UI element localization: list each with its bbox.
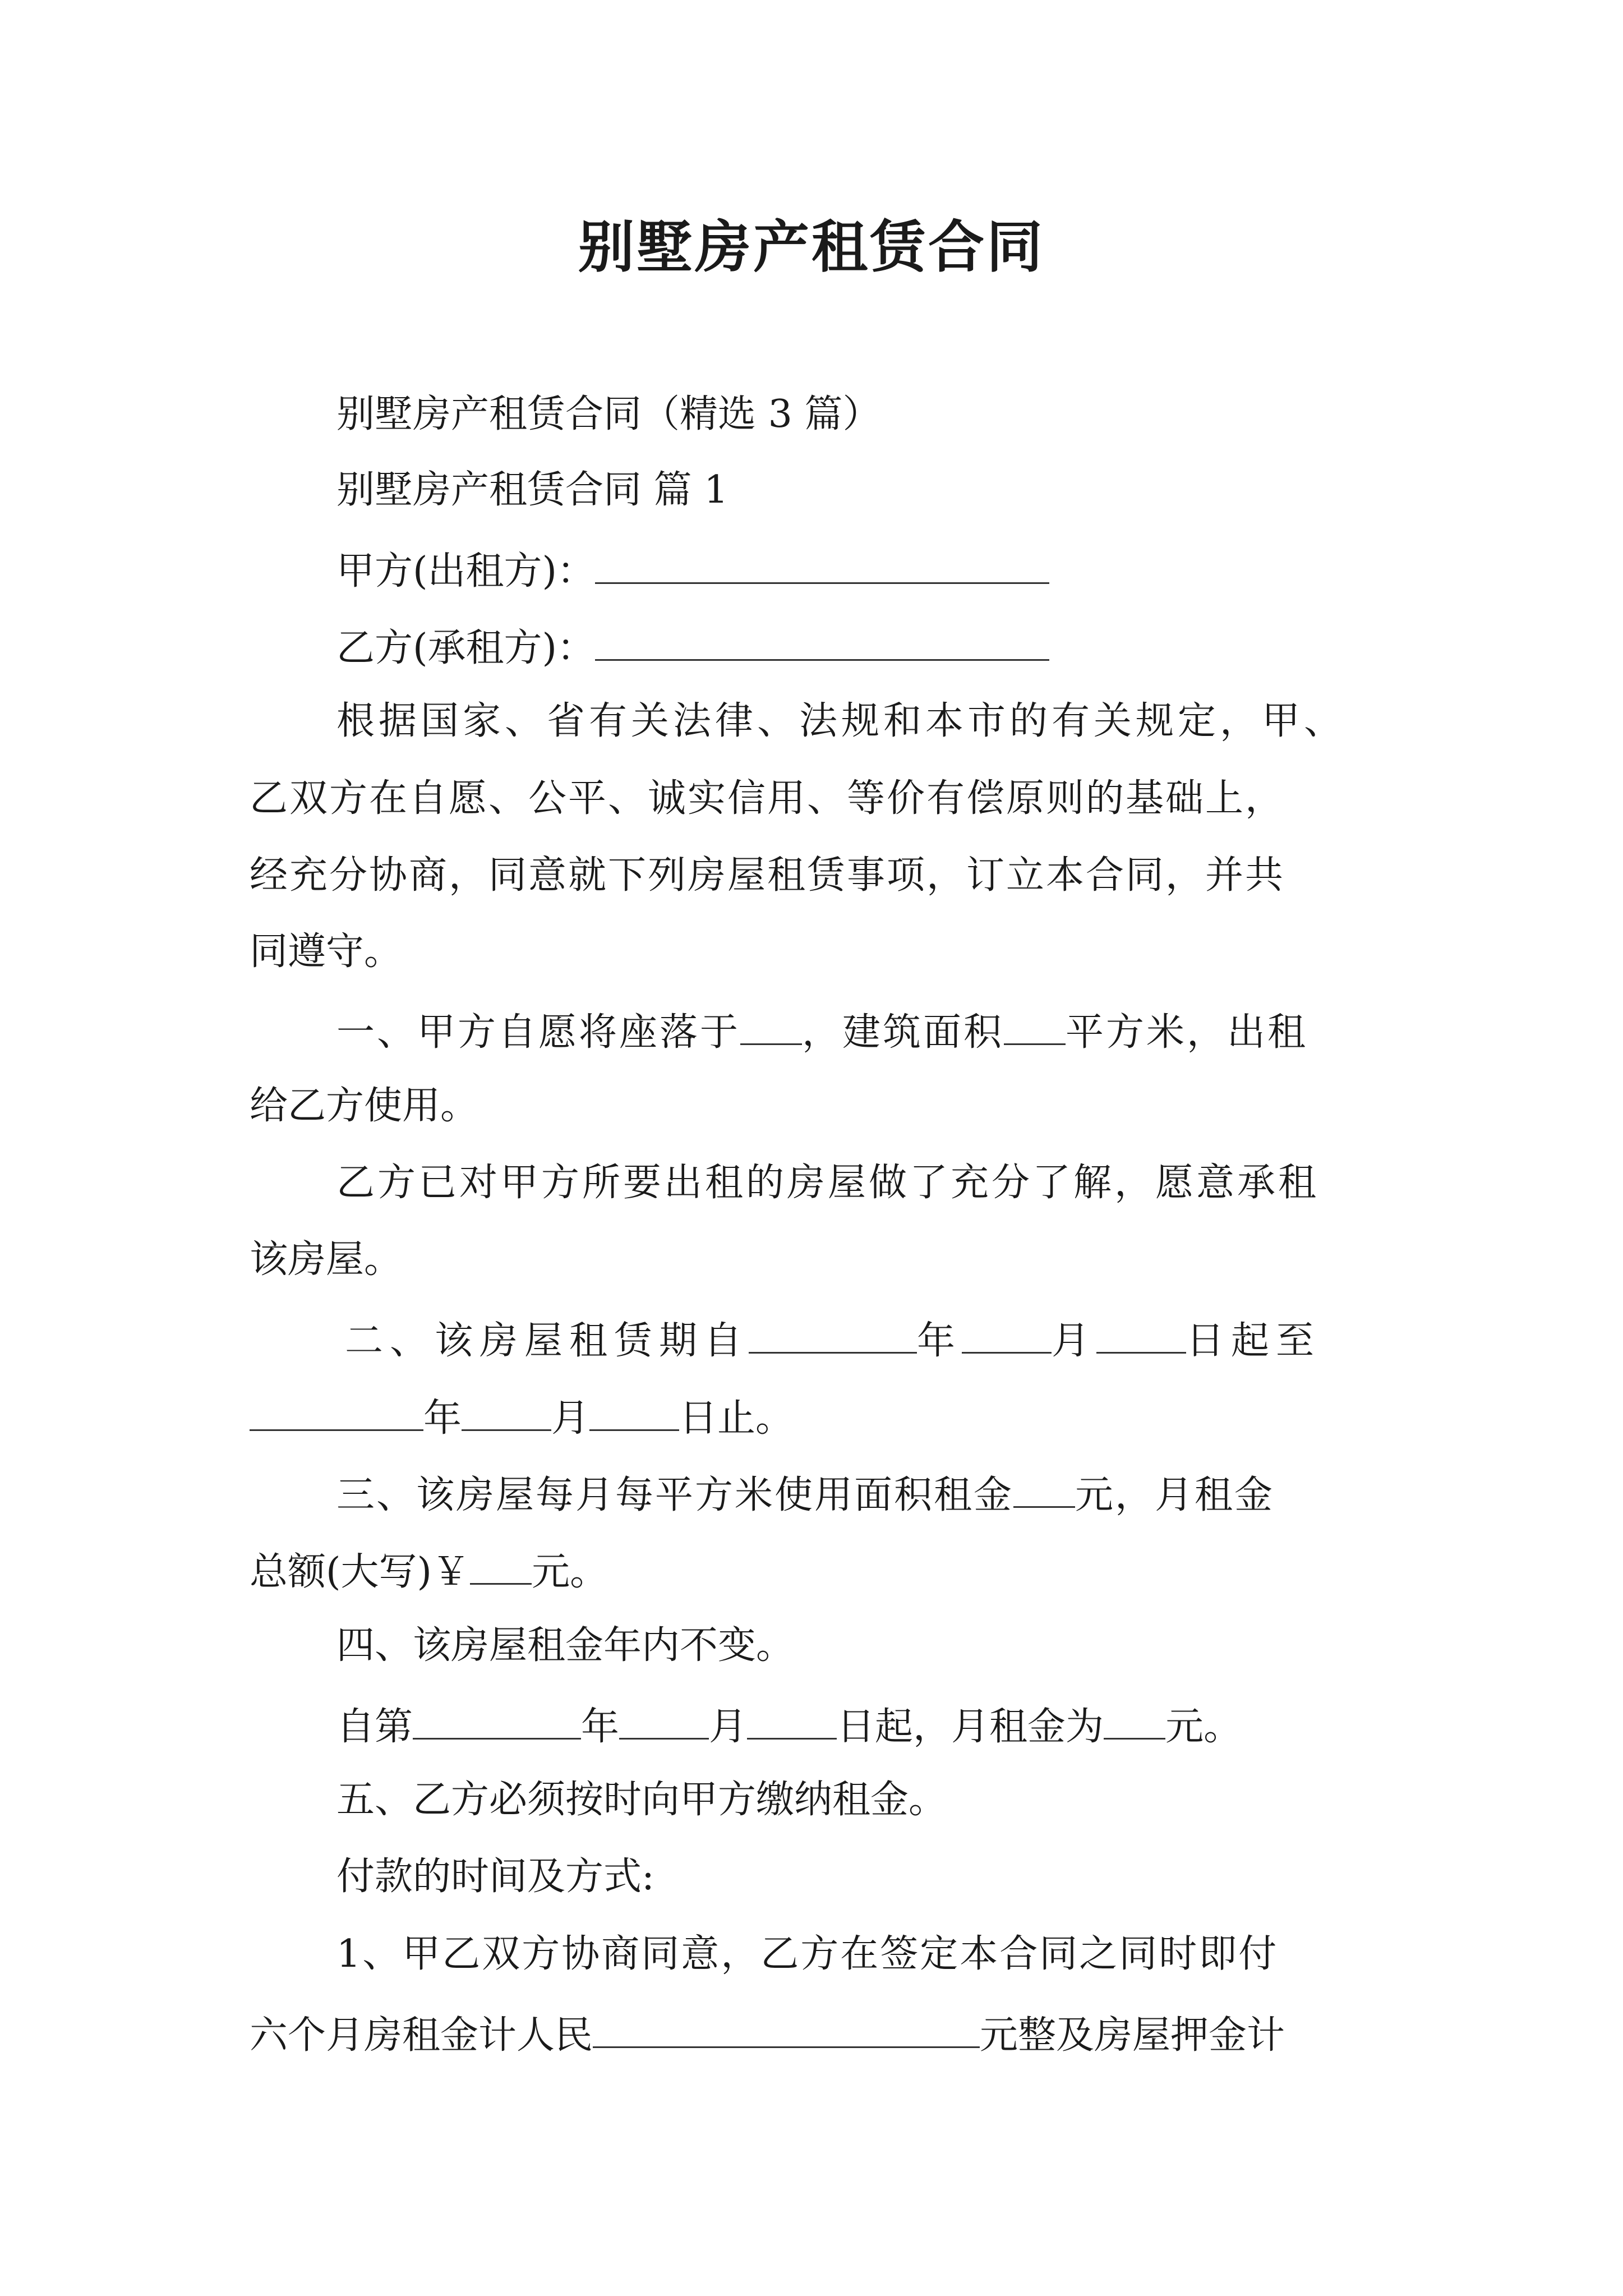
- party-a-blank[interactable]: [595, 549, 1049, 584]
- clause-line: 三、该房屋每月每平方米使用面积租金 元，月租金: [336, 1473, 1275, 1517]
- clause-line: 二、该房屋租赁期自 年 月 日起至: [345, 1319, 1321, 1363]
- clause-line: 该房屋。: [250, 1237, 403, 1282]
- change-month-blank[interactable]: [619, 1704, 709, 1740]
- clause-line: 五、乙方必须按时向甲方缴纳租金。: [336, 1778, 947, 1822]
- end-day-blank[interactable]: [589, 1396, 679, 1431]
- clause-line: 总额(大写)￥ 元。: [250, 1550, 608, 1594]
- rent-amount-blank[interactable]: [593, 2013, 980, 2048]
- clause-line: 给乙方使用。: [250, 1084, 479, 1128]
- change-year-blank[interactable]: [413, 1704, 581, 1740]
- clause-line: 1、甲乙双方协商同意，乙方在签定本合同之同时即付: [336, 1932, 1279, 1976]
- clause-line: 年 月 日止。: [250, 1396, 794, 1438]
- location-blank[interactable]: [740, 1010, 802, 1045]
- rent-per-sqm-blank[interactable]: [1013, 1473, 1075, 1508]
- party-a-line: 甲方(出租方)：: [336, 549, 1049, 591]
- document-title: 别墅房产租赁合同: [578, 214, 1045, 280]
- end-month-blank[interactable]: [462, 1396, 551, 1431]
- monthly-total-blank[interactable]: [470, 1549, 532, 1585]
- paragraph-line: 根据国家、省有关法律、法规和本市的有关规定，甲、: [336, 699, 1347, 743]
- end-year-blank[interactable]: [250, 1396, 423, 1431]
- clause-line: 一、甲方自愿将座落于 ，建筑面积 平方米，出租: [336, 1010, 1308, 1055]
- clause-line: 乙方已对甲方所要出租的房屋做了充分了解，愿意承租: [336, 1161, 1320, 1205]
- area-blank[interactable]: [1004, 1010, 1066, 1045]
- change-day-blank[interactable]: [747, 1704, 837, 1740]
- section-heading: 别墅房产租赁合同 篇 1: [336, 468, 728, 512]
- start-day-blank[interactable]: [1096, 1318, 1186, 1354]
- clause-line: 自第 年 月 日起，月租金为 元。: [336, 1705, 1242, 1749]
- party-b-line: 乙方(承租方)：: [336, 625, 1049, 668]
- new-rent-blank[interactable]: [1104, 1704, 1165, 1740]
- paragraph-line: 经充分协商，同意就下列房屋租赁事项，订立本合同，并共: [250, 853, 1285, 898]
- clause-line: 六个月房租金计人民 元整及房屋押金计: [250, 2013, 1285, 2058]
- start-month-blank[interactable]: [962, 1318, 1052, 1354]
- paragraph-line: 同遵守。: [250, 930, 403, 974]
- start-year-blank[interactable]: [749, 1318, 917, 1354]
- clause-line: 付款的时间及方式:: [336, 1855, 654, 1899]
- subtitle: 别墅房产租赁合同（精选 3 篇）: [336, 392, 881, 436]
- paragraph-line: 乙双方在自愿、公平、诚实信用、等价有偿原则的基础上，: [250, 776, 1285, 821]
- party-b-blank[interactable]: [595, 625, 1049, 661]
- clause-line: 四、该房屋租金年内不变。: [336, 1623, 795, 1668]
